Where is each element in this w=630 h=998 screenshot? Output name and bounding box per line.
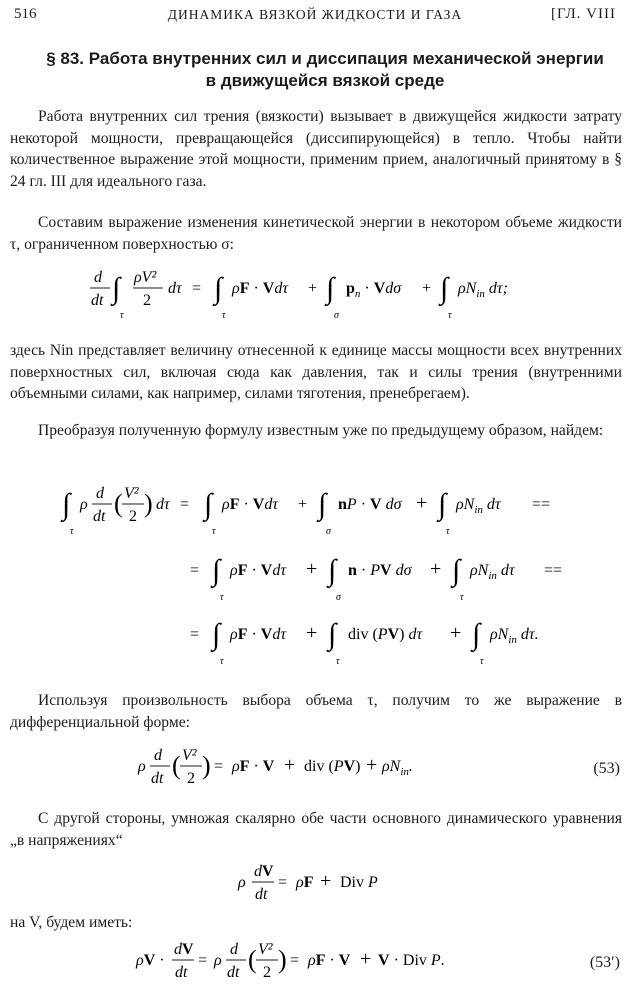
svg-text:+: + bbox=[360, 948, 372, 970]
paragraph-transform: Преобразуя полученную формулу известным уже по предыдущему образом, найдем: bbox=[38, 422, 604, 439]
equation-transform-line1 bbox=[0, 478, 630, 542]
svg-text:2: 2 bbox=[129, 508, 137, 525]
svg-text:ρV ·: ρV · bbox=[136, 952, 165, 969]
svg-text:τ: τ bbox=[448, 310, 452, 321]
svg-text:=: = bbox=[190, 626, 200, 643]
equation-transform-line3 bbox=[0, 608, 630, 672]
equation-53-prime bbox=[0, 934, 630, 998]
svg-text:∫: ∫ bbox=[212, 554, 221, 587]
svg-text:∫: ∫ bbox=[214, 272, 223, 305]
svg-text:dτ: dτ bbox=[156, 496, 170, 513]
svg-text:∫: ∫ bbox=[328, 618, 337, 651]
svg-text:τ: τ bbox=[480, 656, 484, 667]
svg-text:=: = bbox=[278, 874, 288, 891]
svg-text:(: ( bbox=[114, 489, 123, 518]
svg-text:ρF · Vdτ: ρF · Vdτ bbox=[232, 280, 289, 297]
svg-text:(: ( bbox=[248, 945, 257, 974]
svg-text:+: + bbox=[450, 622, 462, 644]
svg-text:ρV²: ρV² bbox=[134, 269, 157, 286]
svg-text:dt: dt bbox=[227, 964, 240, 981]
svg-text:+: + bbox=[306, 622, 318, 644]
section-title-line2: в движущейся вязкой среде bbox=[205, 71, 445, 90]
svg-text:Div P: Div P bbox=[340, 874, 378, 891]
svg-text:V · Div P.: V · Div P. bbox=[378, 952, 445, 969]
svg-text:d: d bbox=[94, 269, 102, 286]
svg-text:dt: dt bbox=[175, 964, 188, 981]
svg-text:n · PV dσ: n · PV dσ bbox=[348, 562, 412, 579]
paragraph-intro: Работа внутренних сил трения (вязкости) вызывает в движущейся жидкости затрату некоторой мощности, превращающейся (диссипирующейся) в тепло. Чтобы найти количественное выражение этой мощности, применим прием, аналогичный принятому в § 24 гл. III для идеального газа. bbox=[10, 108, 622, 190]
svg-text:τ: τ bbox=[460, 592, 464, 603]
svg-text:∫: ∫ bbox=[112, 272, 121, 305]
svg-text:ρ: ρ bbox=[214, 952, 222, 969]
svg-text:∫: ∫ bbox=[440, 272, 449, 305]
svg-text:∫: ∫ bbox=[438, 488, 447, 521]
svg-text:σ: σ bbox=[334, 310, 339, 321]
svg-text:∫: ∫ bbox=[212, 618, 221, 651]
svg-text:+: + bbox=[416, 492, 428, 514]
svg-text:+: + bbox=[298, 496, 308, 513]
svg-text:ρ: ρ bbox=[238, 874, 246, 891]
svg-text:=: = bbox=[198, 952, 208, 969]
svg-text:∫: ∫ bbox=[452, 554, 461, 587]
svg-text:dV: dV bbox=[174, 941, 194, 958]
equation-transform-line2 bbox=[0, 544, 630, 608]
equation-stress-dynamics bbox=[0, 856, 630, 920]
svg-text:pn · Vdσ: $p_n \cdot Vd\sigma$ bbox=[346, 280, 402, 300]
svg-text:τ: τ bbox=[222, 310, 226, 321]
svg-text:ρF · V: ρF · V bbox=[308, 952, 351, 969]
svg-text:ρF · Vdτ: ρF · Vdτ bbox=[222, 496, 279, 513]
svg-text:∫: ∫ bbox=[62, 488, 71, 521]
svg-text:τ: τ bbox=[212, 526, 216, 537]
svg-text:dV: dV bbox=[254, 863, 274, 880]
svg-text:ρNin dτ: $\rho N_{in}$ dτ bbox=[470, 562, 515, 582]
svg-text:τ: τ bbox=[220, 592, 224, 603]
svg-text:==: == bbox=[532, 496, 551, 513]
svg-text:=: = bbox=[180, 496, 190, 513]
svg-text:): ) bbox=[202, 751, 211, 780]
svg-text:ρF · V: ρF · V bbox=[232, 758, 275, 775]
section-title bbox=[40, 48, 610, 92]
svg-text:+: + bbox=[430, 558, 442, 580]
svg-text:dt: dt bbox=[255, 886, 268, 903]
svg-text:=: = bbox=[290, 952, 300, 969]
svg-text:ρNin dτ: $\rho N_{in}$ dτ bbox=[456, 496, 501, 516]
svg-text:dt: dt bbox=[93, 508, 106, 525]
svg-text:τ: τ bbox=[336, 656, 340, 667]
svg-text:2: 2 bbox=[143, 292, 151, 309]
paragraph-differential: Используя произвольность выбора объема τ, получим то же выражение в дифференциальной форме: bbox=[10, 692, 622, 731]
svg-text:+: + bbox=[320, 870, 332, 892]
section-title-line1: § 83. Работа внутренних сил и диссипация механической энергии bbox=[46, 49, 604, 68]
paragraph-multiply-v: на V, будем иметь: bbox=[10, 914, 133, 931]
svg-text:d: d bbox=[230, 941, 238, 958]
svg-text:2: 2 bbox=[263, 964, 271, 981]
svg-text:ρ: ρ bbox=[80, 496, 88, 513]
paragraph-dynamic-equation: С другой стороны, умножая скалярно обе части основного динамического уравнения „в напряжениях“ bbox=[10, 810, 622, 849]
svg-text:+: + bbox=[422, 280, 432, 297]
svg-text:+: + bbox=[284, 754, 296, 776]
svg-text:ρNin.: $\rho N_{in}$. bbox=[382, 758, 413, 778]
equation-53 bbox=[0, 740, 630, 804]
page-number: 516 bbox=[14, 6, 37, 22]
chapter-label: [ГЛ. VIII bbox=[550, 6, 616, 22]
svg-text:=: = bbox=[214, 758, 224, 775]
svg-text:d: d bbox=[154, 747, 162, 764]
svg-text:σ: σ bbox=[326, 526, 331, 537]
svg-text:dt: dt bbox=[91, 292, 104, 309]
svg-text:τ: τ bbox=[70, 526, 74, 537]
svg-text:ρ: ρ bbox=[138, 758, 146, 775]
paragraph-nin-definition: здесь Nin представляет величину отнесенной к единице массы мощности всех внутренних поверхностных сил, включая сюда как давления, так и силы трения (внутренними объемными силами, как например, силами тяготения, пренебрегаем). bbox=[10, 342, 622, 402]
svg-text:∫: ∫ bbox=[326, 272, 335, 305]
svg-text:V²: V² bbox=[182, 747, 197, 764]
svg-text:): ) bbox=[144, 489, 153, 518]
running-title: ДИНАМИКА ВЯЗКОЙ ЖИДКОСТИ И ГАЗА bbox=[167, 7, 463, 22]
svg-text:ρNin dτ;: $\rho N_{in}$ dτ; bbox=[458, 280, 508, 300]
paragraph-kinetic-energy: Составим выражение изменения кинетической энергии в некотором объеме жидкости τ, ограниченном поверхностью σ: bbox=[10, 214, 622, 253]
svg-text:∫: ∫ bbox=[318, 488, 327, 521]
svg-text:==: == bbox=[544, 562, 563, 579]
svg-text:=: = bbox=[192, 280, 202, 297]
page-header bbox=[14, 6, 616, 30]
svg-text:+: + bbox=[308, 280, 318, 297]
svg-text:=: = bbox=[190, 562, 200, 579]
svg-text:): ) bbox=[278, 945, 287, 974]
svg-text:+: + bbox=[366, 754, 378, 776]
svg-text:V²: V² bbox=[124, 485, 139, 502]
svg-text:ρF · Vdτ: ρF · Vdτ bbox=[230, 562, 287, 579]
svg-text:dτ: dτ bbox=[168, 280, 182, 297]
svg-text:+: + bbox=[306, 558, 318, 580]
svg-text:σ: σ bbox=[336, 592, 341, 603]
svg-text:V²: V² bbox=[258, 941, 273, 958]
svg-text:dt: dt bbox=[151, 770, 164, 787]
svg-text:∫: ∫ bbox=[328, 554, 337, 587]
svg-text:2: 2 bbox=[187, 770, 195, 787]
svg-text:τ: τ bbox=[446, 526, 450, 537]
svg-text:(: ( bbox=[172, 751, 181, 780]
svg-text:d: d bbox=[96, 485, 104, 502]
svg-text:τ: τ bbox=[220, 656, 224, 667]
svg-text:ρF: ρF bbox=[296, 874, 314, 891]
equation-number-53: (53) bbox=[593, 760, 620, 777]
svg-text:div (PV): div (PV) bbox=[304, 758, 361, 775]
svg-text:τ: τ bbox=[120, 310, 124, 321]
equation-energy-balance bbox=[0, 262, 630, 326]
svg-text:nP · V dσ: nP · V dσ bbox=[338, 496, 402, 513]
svg-text:∫: ∫ bbox=[472, 618, 481, 651]
svg-text:ρF · Vdτ: ρF · Vdτ bbox=[230, 626, 287, 643]
svg-text:div (PV) dτ: div (PV) dτ bbox=[348, 626, 423, 643]
equation-number-53-prime: (53′) bbox=[589, 954, 620, 971]
svg-text:∫: ∫ bbox=[204, 488, 213, 521]
svg-text:ρNin dτ.: $\rho N_{in}$ dτ. bbox=[490, 626, 539, 646]
